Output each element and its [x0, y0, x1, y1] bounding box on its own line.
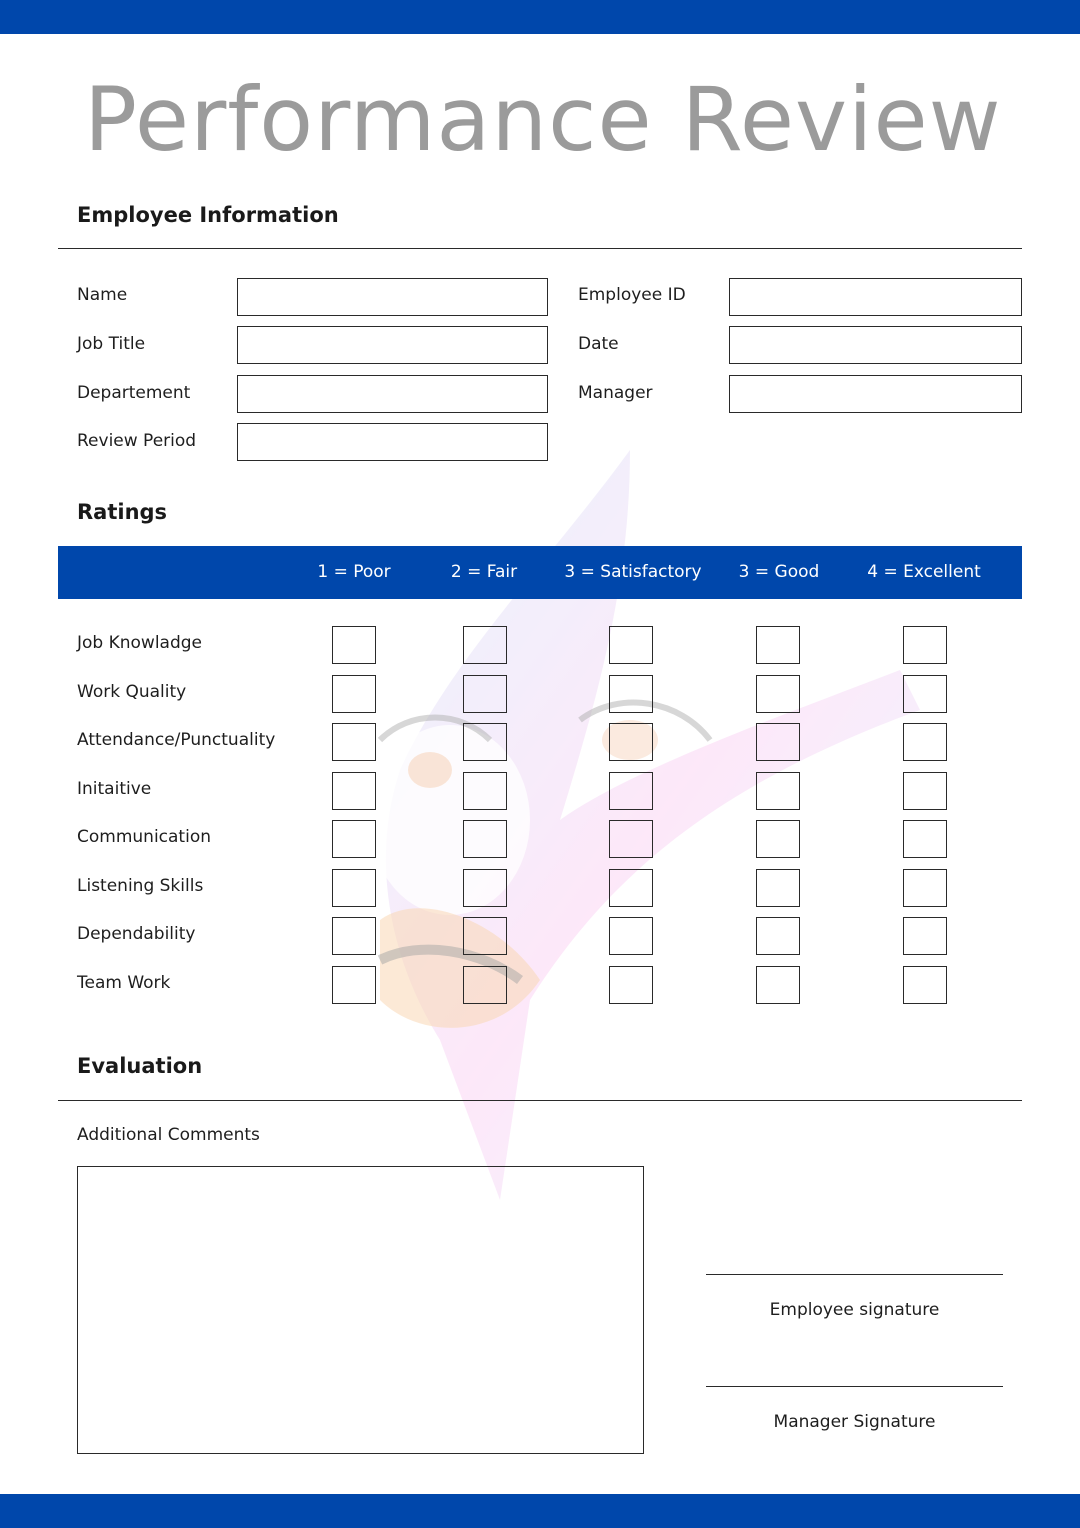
rating-checkbox-excellent[interactable] [903, 626, 947, 664]
rating-checkbox-poor[interactable] [332, 675, 376, 713]
rating-checkbox-poor[interactable] [332, 626, 376, 664]
bottom-accent-bar [0, 1494, 1080, 1528]
rating-checkbox-satisfactory[interactable] [609, 869, 653, 907]
manager-signature-label: Manager Signature [773, 1412, 936, 1432]
rating-checkbox-excellent[interactable] [903, 917, 947, 955]
scale-excellent: 4 = Excellent [867, 562, 981, 582]
rating-checkbox-fair[interactable] [463, 772, 507, 810]
employee-info-heading: Employee Information [77, 203, 339, 227]
employee-info-divider [58, 248, 1022, 249]
rating-checkbox-good[interactable] [756, 772, 800, 810]
employee-signature-line[interactable] [706, 1274, 1003, 1275]
scale-fair: 2 = Fair [450, 562, 518, 582]
rating-checkbox-satisfactory[interactable] [609, 772, 653, 810]
rating-checkbox-excellent[interactable] [903, 820, 947, 858]
scale-satisfactory: 3 = Satisfactory [564, 562, 702, 582]
name-label: Name [77, 285, 128, 305]
employee-signature-label: Employee signature [769, 1300, 940, 1320]
manager-label: Manager [578, 383, 653, 403]
rating-checkbox-excellent[interactable] [903, 966, 947, 1004]
rating-checkbox-good[interactable] [756, 675, 800, 713]
comments-textarea[interactable] [77, 1166, 644, 1454]
manager-field[interactable] [729, 375, 1022, 413]
rating-checkbox-satisfactory[interactable] [609, 820, 653, 858]
page-title: Performance Review [84, 68, 1002, 171]
criterion-label: Attendance/Punctuality [77, 730, 276, 750]
rating-checkbox-fair[interactable] [463, 917, 507, 955]
rating-checkbox-poor[interactable] [332, 966, 376, 1004]
rating-checkbox-poor[interactable] [332, 723, 376, 761]
scale-poor: 1 = Poor [317, 562, 391, 582]
top-accent-bar [0, 0, 1080, 34]
rating-checkbox-satisfactory[interactable] [609, 675, 653, 713]
rating-checkbox-fair[interactable] [463, 869, 507, 907]
review-period-field[interactable] [237, 423, 548, 461]
rating-checkbox-excellent[interactable] [903, 675, 947, 713]
rating-checkbox-poor[interactable] [332, 869, 376, 907]
employee-id-field[interactable] [729, 278, 1022, 316]
department-field[interactable] [237, 375, 548, 413]
rating-checkbox-fair[interactable] [463, 820, 507, 858]
rating-checkbox-excellent[interactable] [903, 772, 947, 810]
rating-checkbox-fair[interactable] [463, 966, 507, 1004]
rating-checkbox-good[interactable] [756, 869, 800, 907]
employee-id-label: Employee ID [578, 285, 686, 305]
criterion-label: Dependability [77, 924, 196, 944]
rating-checkbox-good[interactable] [756, 917, 800, 955]
criterion-label: Listening Skills [77, 876, 204, 896]
job-title-field[interactable] [237, 326, 548, 364]
scale-good: 3 = Good [738, 562, 820, 582]
rating-checkbox-fair[interactable] [463, 675, 507, 713]
date-field[interactable] [729, 326, 1022, 364]
rating-checkbox-poor[interactable] [332, 917, 376, 955]
criterion-label: Initaitive [77, 779, 152, 799]
criterion-label: Communication [77, 827, 211, 847]
rating-checkbox-good[interactable] [756, 723, 800, 761]
rating-checkbox-fair[interactable] [463, 723, 507, 761]
job-title-label: Job Title [77, 334, 146, 354]
department-label: Departement [77, 383, 191, 403]
rating-checkbox-excellent[interactable] [903, 869, 947, 907]
rating-checkbox-satisfactory[interactable] [609, 966, 653, 1004]
rating-checkbox-satisfactory[interactable] [609, 626, 653, 664]
criterion-label: Job Knowladge [77, 633, 203, 653]
manager-signature-line[interactable] [706, 1386, 1003, 1387]
evaluation-divider [58, 1100, 1022, 1101]
rating-checkbox-good[interactable] [756, 966, 800, 1004]
review-period-label: Review Period [77, 431, 197, 451]
rating-checkbox-satisfactory[interactable] [609, 917, 653, 955]
name-field[interactable] [237, 278, 548, 316]
rating-checkbox-fair[interactable] [463, 626, 507, 664]
evaluation-heading: Evaluation [77, 1054, 203, 1078]
rating-checkbox-excellent[interactable] [903, 723, 947, 761]
ratings-heading: Ratings [77, 500, 168, 524]
criterion-label: Team Work [77, 973, 171, 993]
rating-checkbox-satisfactory[interactable] [609, 723, 653, 761]
rating-checkbox-good[interactable] [756, 820, 800, 858]
rating-checkbox-poor[interactable] [332, 772, 376, 810]
comments-label: Additional Comments [77, 1125, 260, 1145]
rating-checkbox-good[interactable] [756, 626, 800, 664]
criterion-label: Work Quality [77, 682, 187, 702]
date-label: Date [578, 334, 619, 354]
ratings-scale-header [58, 546, 1022, 599]
rating-checkbox-poor[interactable] [332, 820, 376, 858]
